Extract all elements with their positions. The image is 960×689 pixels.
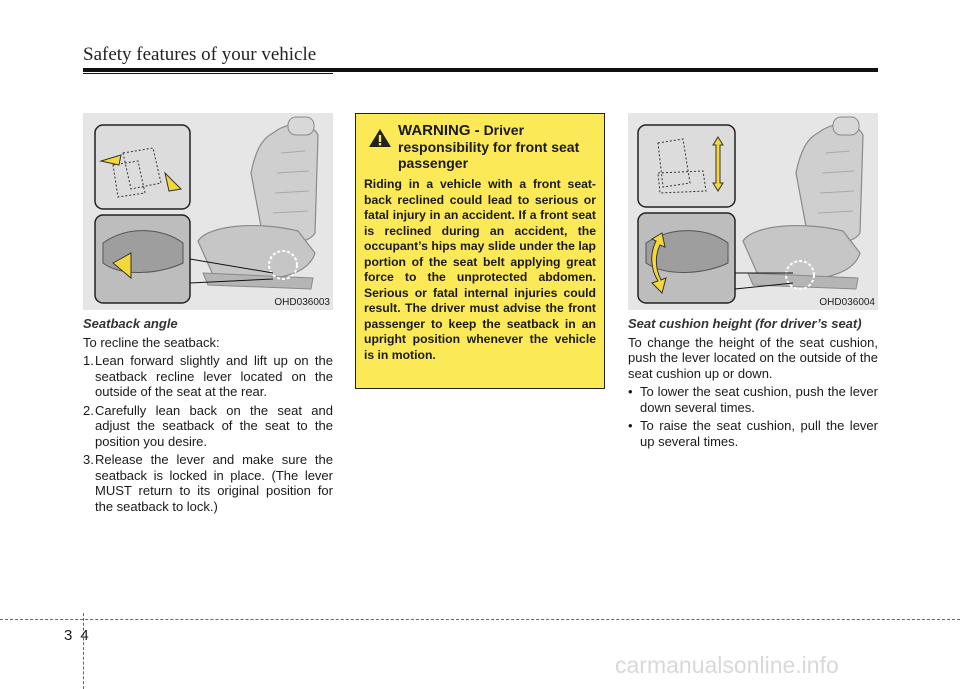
step-text: Lean forward slightly and lift up on the seatback recline lever located on the outside of the seat at the rear. — [95, 353, 333, 399]
list-item — [83, 403, 333, 450]
footer-crop-line-horizontal — [0, 619, 960, 620]
footer-crop-line-vertical — [83, 613, 84, 689]
section-intro: To change the height of the seat cushion, push the lever located on the outside of the seat cushion up or down. — [628, 334, 878, 381]
warning-body: Riding in a vehicle with a front seat-back reclined could lead to serious or fatal injury in an accident. If a front seat is reclined during an accident, the occupant’s hips may slide under the lap portion of the seat belt applying great force to the unprotected abdomen. Serious or fatal internal injuries could result. The driver must advise the front passenger to keep the seatback in an upright position whenever the vehicle is in motion. — [364, 177, 596, 362]
seat-illustration — [83, 113, 333, 310]
figure-code: OHD036004 — [819, 297, 875, 308]
header-rule-thin — [83, 73, 333, 74]
step-number: 3. — [83, 452, 94, 467]
seat-illustration — [628, 113, 878, 310]
step-text: Release the lever and make sure the seatback is locked in place. (The lever MUST return to its original position for the seatback to lock.) — [95, 452, 333, 514]
header-rule — [83, 68, 878, 72]
warning-title: Driver responsibility for front seat passenger — [398, 122, 580, 171]
seat-cushion-height-figure — [628, 113, 878, 310]
warning-heading — [364, 122, 596, 171]
step-list — [83, 353, 333, 514]
seat-cushion-height-section — [628, 316, 878, 452]
step-text: Carefully lean back on the seat and adjust the seatback of the seat to the position you desire. — [95, 402, 333, 449]
seatback-angle-figure — [83, 113, 333, 310]
warning-label: WARNING - — [398, 122, 480, 139]
bullet-list — [628, 384, 878, 449]
page-number: 34 — [64, 627, 97, 644]
step-number: 2. — [83, 402, 94, 418]
section-intro: To recline the seatback: — [83, 334, 220, 350]
list-item — [628, 384, 878, 415]
figure-code: OHD036003 — [274, 297, 330, 308]
list-item — [628, 418, 878, 449]
page-header-title: Safety features of your vehicle — [83, 44, 317, 65]
section-heading: Seat cushion height (for driver’s seat) — [628, 316, 862, 331]
step-number: 1. — [83, 353, 94, 368]
seatback-angle-section — [83, 316, 333, 517]
warning-box — [355, 113, 605, 389]
bullet-icon: • — [628, 384, 633, 399]
bullet-text: To lower the seat cushion, push the lever down several times. — [640, 384, 878, 415]
list-item — [83, 353, 333, 400]
bullet-text: To raise the seat cushion, pull the lever up several times. — [640, 418, 878, 449]
warning-triangle-icon — [368, 128, 392, 148]
bullet-icon: • — [628, 418, 633, 433]
section-heading: Seatback angle — [83, 316, 178, 331]
watermark: carmanualsonline.info — [615, 652, 839, 678]
list-item — [83, 452, 333, 514]
